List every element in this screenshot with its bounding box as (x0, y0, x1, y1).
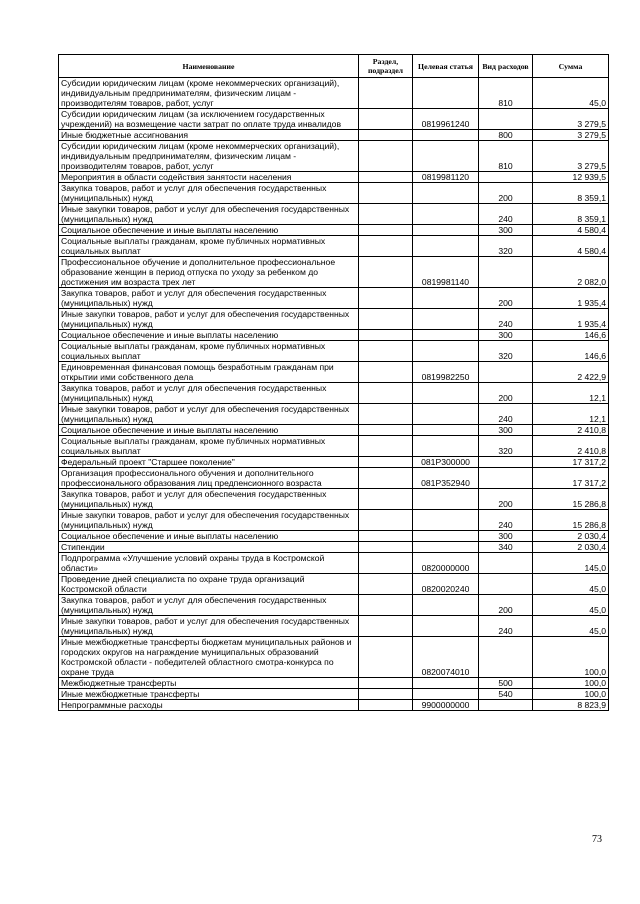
cell-kind (479, 700, 533, 711)
cell-target (413, 330, 479, 341)
cell-name: Субсидии юридическим лицам (кроме некоммерческих организаций), индивидуальным предпринимателям, физическим лицам - производителям товаров, работ, услуг (59, 141, 359, 172)
cell-target (413, 141, 479, 172)
cell-target (413, 404, 479, 425)
cell-section (359, 225, 413, 236)
cell-kind (479, 109, 533, 130)
cell-kind: 810 (479, 141, 533, 172)
cell-kind: 200 (479, 595, 533, 616)
cell-name: Закупка товаров, работ и услуг для обеспечения государственных (муниципальных) нужд (59, 489, 359, 510)
cell-kind: 300 (479, 531, 533, 542)
cell-section (359, 183, 413, 204)
table-row (59, 130, 609, 141)
cell-section (359, 257, 413, 288)
cell-name: Социальные выплаты гражданам, кроме публичных нормативных социальных выплат (59, 341, 359, 362)
table-row (59, 468, 609, 489)
cell-name: Непрограммные расходы (59, 700, 359, 711)
table-row (59, 172, 609, 183)
table-row (59, 225, 609, 236)
cell-kind (479, 553, 533, 574)
cell-target (413, 531, 479, 542)
cell-section (359, 678, 413, 689)
cell-target (413, 78, 479, 109)
cell-sum: 12,1 (533, 404, 609, 425)
table-row (59, 531, 609, 542)
cell-kind: 200 (479, 183, 533, 204)
table-row (59, 689, 609, 700)
table-row (59, 383, 609, 404)
cell-kind: 200 (479, 288, 533, 309)
cell-sum: 8 359,1 (533, 183, 609, 204)
budget-table (58, 54, 609, 711)
cell-kind: 340 (479, 542, 533, 553)
cell-target (413, 678, 479, 689)
cell-name: Мероприятия в области содействия занятости населения (59, 172, 359, 183)
cell-section (359, 689, 413, 700)
cell-section (359, 637, 413, 678)
cell-section (359, 489, 413, 510)
cell-target (413, 689, 479, 700)
cell-sum: 2 422,9 (533, 362, 609, 383)
cell-section (359, 700, 413, 711)
cell-section (359, 436, 413, 457)
cell-target: 081P300000 (413, 457, 479, 468)
cell-sum: 12 939,5 (533, 172, 609, 183)
cell-section (359, 204, 413, 225)
cell-target (413, 183, 479, 204)
cell-sum: 2 082,0 (533, 257, 609, 288)
cell-name: Субсидии юридическим лицам (кроме некоммерческих организаций), индивидуальным предпринимателям, физическим лицам - производителям товаров, работ, услуг (59, 78, 359, 109)
cell-sum: 3 279,5 (533, 130, 609, 141)
cell-sum: 45,0 (533, 595, 609, 616)
cell-section (359, 330, 413, 341)
table-header-row (59, 55, 609, 78)
table-row (59, 204, 609, 225)
cell-kind: 320 (479, 236, 533, 257)
header-kind: Вид расходов (479, 55, 533, 78)
table-row (59, 553, 609, 574)
cell-name: Межбюджетные трансферты (59, 678, 359, 689)
cell-kind (479, 637, 533, 678)
cell-target (413, 341, 479, 362)
cell-kind: 240 (479, 510, 533, 531)
cell-target (413, 383, 479, 404)
cell-section (359, 457, 413, 468)
cell-sum: 12,1 (533, 383, 609, 404)
table-row (59, 109, 609, 130)
cell-kind: 240 (479, 404, 533, 425)
table-row (59, 236, 609, 257)
cell-sum: 45,0 (533, 78, 609, 109)
cell-sum: 146,6 (533, 341, 609, 362)
cell-name: Иные межбюджетные трансферты бюджетам муниципальных районов и городских округов на награждение муниципальных образований Костромской области - победителей областного смотра-конкурса по охране труда (59, 637, 359, 678)
cell-target (413, 225, 479, 236)
cell-name: Единовременная финансовая помощь безработным гражданам при открытии ими собственного дела (59, 362, 359, 383)
cell-target (413, 542, 479, 553)
table-body (59, 78, 609, 711)
table-row (59, 637, 609, 678)
cell-section (359, 404, 413, 425)
cell-name: Социальные выплаты гражданам, кроме публичных нормативных социальных выплат (59, 436, 359, 457)
cell-sum: 17 317,2 (533, 468, 609, 489)
page-number: 73 (592, 834, 602, 845)
header-name: Наименование (59, 55, 359, 78)
cell-kind: 240 (479, 204, 533, 225)
cell-sum: 1 935,4 (533, 309, 609, 330)
cell-section (359, 236, 413, 257)
cell-name: Иные закупки товаров, работ и услуг для обеспечения государственных (муниципальных) нужд (59, 616, 359, 637)
table-row (59, 574, 609, 595)
table-row (59, 330, 609, 341)
cell-kind: 240 (479, 616, 533, 637)
cell-sum: 15 286,8 (533, 510, 609, 531)
cell-section (359, 574, 413, 595)
cell-section (359, 341, 413, 362)
table-row (59, 288, 609, 309)
cell-sum: 1 935,4 (533, 288, 609, 309)
cell-name: Проведение дней специалиста по охране труда организаций Костромской области (59, 574, 359, 595)
cell-sum: 2 410,8 (533, 436, 609, 457)
cell-sum: 2 030,4 (533, 542, 609, 553)
table-row (59, 616, 609, 637)
cell-target (413, 489, 479, 510)
table-row (59, 595, 609, 616)
cell-name: Иные закупки товаров, работ и услуг для обеспечения государственных (муниципальных) нужд (59, 204, 359, 225)
cell-sum: 100,0 (533, 637, 609, 678)
header-section: Раздел, подраздел (359, 55, 413, 78)
cell-kind: 200 (479, 383, 533, 404)
table-row (59, 510, 609, 531)
cell-sum: 8 823,9 (533, 700, 609, 711)
cell-name: Закупка товаров, работ и услуг для обеспечения государственных (муниципальных) нужд (59, 288, 359, 309)
cell-kind (479, 257, 533, 288)
cell-name: Иные закупки товаров, работ и услуг для обеспечения государственных (муниципальных) нужд (59, 309, 359, 330)
table-row (59, 341, 609, 362)
cell-sum: 4 580,4 (533, 225, 609, 236)
cell-kind: 320 (479, 436, 533, 457)
cell-kind: 540 (479, 689, 533, 700)
cell-sum: 4 580,4 (533, 236, 609, 257)
cell-sum: 2 030,4 (533, 531, 609, 542)
cell-section (359, 468, 413, 489)
cell-section (359, 616, 413, 637)
cell-kind: 320 (479, 341, 533, 362)
table-row (59, 404, 609, 425)
cell-sum: 100,0 (533, 689, 609, 700)
cell-name: Организация профессионального обучения и дополнительного профессионального образования лиц предпенсионного возраста (59, 468, 359, 489)
cell-target: 0820000000 (413, 553, 479, 574)
table-row (59, 362, 609, 383)
table-row (59, 78, 609, 109)
cell-target (413, 616, 479, 637)
cell-section (359, 510, 413, 531)
cell-name: Субсидии юридическим лицам (за исключением государственных учреждений) на возмещение части затрат по оплате труда инвалидов (59, 109, 359, 130)
cell-target: 0819982250 (413, 362, 479, 383)
table-row (59, 309, 609, 330)
cell-name: Социальное обеспечение и иные выплаты населению (59, 225, 359, 236)
cell-sum: 17 317,2 (533, 457, 609, 468)
cell-sum: 100,0 (533, 678, 609, 689)
cell-target: 0820020240 (413, 574, 479, 595)
cell-name: Федеральный проект "Старшее поколение" (59, 457, 359, 468)
cell-section (359, 553, 413, 574)
table-row (59, 678, 609, 689)
cell-section (359, 425, 413, 436)
cell-name: Закупка товаров, работ и услуг для обеспечения государственных (муниципальных) нужд (59, 183, 359, 204)
cell-target (413, 288, 479, 309)
cell-kind (479, 172, 533, 183)
cell-target (413, 510, 479, 531)
cell-name: Профессиональное обучение и дополнительное профессиональное образование женщин в период отпуска по уходу за ребенком до достижения им возраста трех лет (59, 257, 359, 288)
table-row (59, 489, 609, 510)
cell-name: Иные межбюджетные трансферты (59, 689, 359, 700)
cell-target (413, 436, 479, 457)
table-row (59, 425, 609, 436)
cell-name: Подпрограмма «Улучшение условий охраны труда в Костромской области» (59, 553, 359, 574)
cell-sum: 45,0 (533, 616, 609, 637)
cell-target: 0819981120 (413, 172, 479, 183)
cell-target (413, 130, 479, 141)
table-row (59, 183, 609, 204)
cell-sum: 2 410,8 (533, 425, 609, 436)
cell-target (413, 425, 479, 436)
cell-sum: 15 286,8 (533, 489, 609, 510)
cell-target: 0819981140 (413, 257, 479, 288)
cell-kind: 500 (479, 678, 533, 689)
cell-target (413, 204, 479, 225)
cell-kind: 300 (479, 425, 533, 436)
cell-sum: 145,0 (533, 553, 609, 574)
cell-name: Закупка товаров, работ и услуг для обеспечения государственных (муниципальных) нужд (59, 383, 359, 404)
cell-section (359, 383, 413, 404)
cell-kind: 300 (479, 330, 533, 341)
cell-kind: 800 (479, 130, 533, 141)
cell-section (359, 362, 413, 383)
cell-sum: 3 279,5 (533, 109, 609, 130)
cell-kind (479, 574, 533, 595)
cell-sum: 3 279,5 (533, 141, 609, 172)
cell-target: 0819961240 (413, 109, 479, 130)
cell-name: Социальное обеспечение и иные выплаты населению (59, 531, 359, 542)
header-sum: Сумма (533, 55, 609, 78)
cell-name: Социальные выплаты гражданам, кроме публичных нормативных социальных выплат (59, 236, 359, 257)
cell-kind: 300 (479, 225, 533, 236)
cell-kind: 240 (479, 309, 533, 330)
cell-section (359, 78, 413, 109)
cell-name: Иные бюджетные ассигнования (59, 130, 359, 141)
cell-name: Социальное обеспечение и иные выплаты населению (59, 425, 359, 436)
cell-section (359, 531, 413, 542)
cell-target (413, 236, 479, 257)
cell-section (359, 130, 413, 141)
cell-section (359, 288, 413, 309)
cell-kind (479, 457, 533, 468)
cell-kind: 200 (479, 489, 533, 510)
cell-section (359, 542, 413, 553)
cell-section (359, 595, 413, 616)
cell-section (359, 172, 413, 183)
header-target: Целевая статья (413, 55, 479, 78)
cell-sum: 146,6 (533, 330, 609, 341)
cell-name: Социальное обеспечение и иные выплаты населению (59, 330, 359, 341)
cell-target: 0820074010 (413, 637, 479, 678)
cell-name: Иные закупки товаров, работ и услуг для обеспечения государственных (муниципальных) нужд (59, 510, 359, 531)
cell-target: 9900000000 (413, 700, 479, 711)
cell-section (359, 309, 413, 330)
table-row (59, 141, 609, 172)
cell-name: Стипендии (59, 542, 359, 553)
cell-kind: 810 (479, 78, 533, 109)
cell-sum: 45,0 (533, 574, 609, 595)
table-row (59, 257, 609, 288)
table-row (59, 542, 609, 553)
cell-kind (479, 468, 533, 489)
cell-target (413, 595, 479, 616)
cell-name: Закупка товаров, работ и услуг для обеспечения государственных (муниципальных) нужд (59, 595, 359, 616)
cell-target (413, 309, 479, 330)
table-row (59, 457, 609, 468)
cell-section (359, 141, 413, 172)
cell-sum: 8 359,1 (533, 204, 609, 225)
table-row (59, 436, 609, 457)
cell-kind (479, 362, 533, 383)
cell-name: Иные закупки товаров, работ и услуг для обеспечения государственных (муниципальных) нужд (59, 404, 359, 425)
cell-section (359, 109, 413, 130)
table-row (59, 700, 609, 711)
cell-target: 081P352940 (413, 468, 479, 489)
